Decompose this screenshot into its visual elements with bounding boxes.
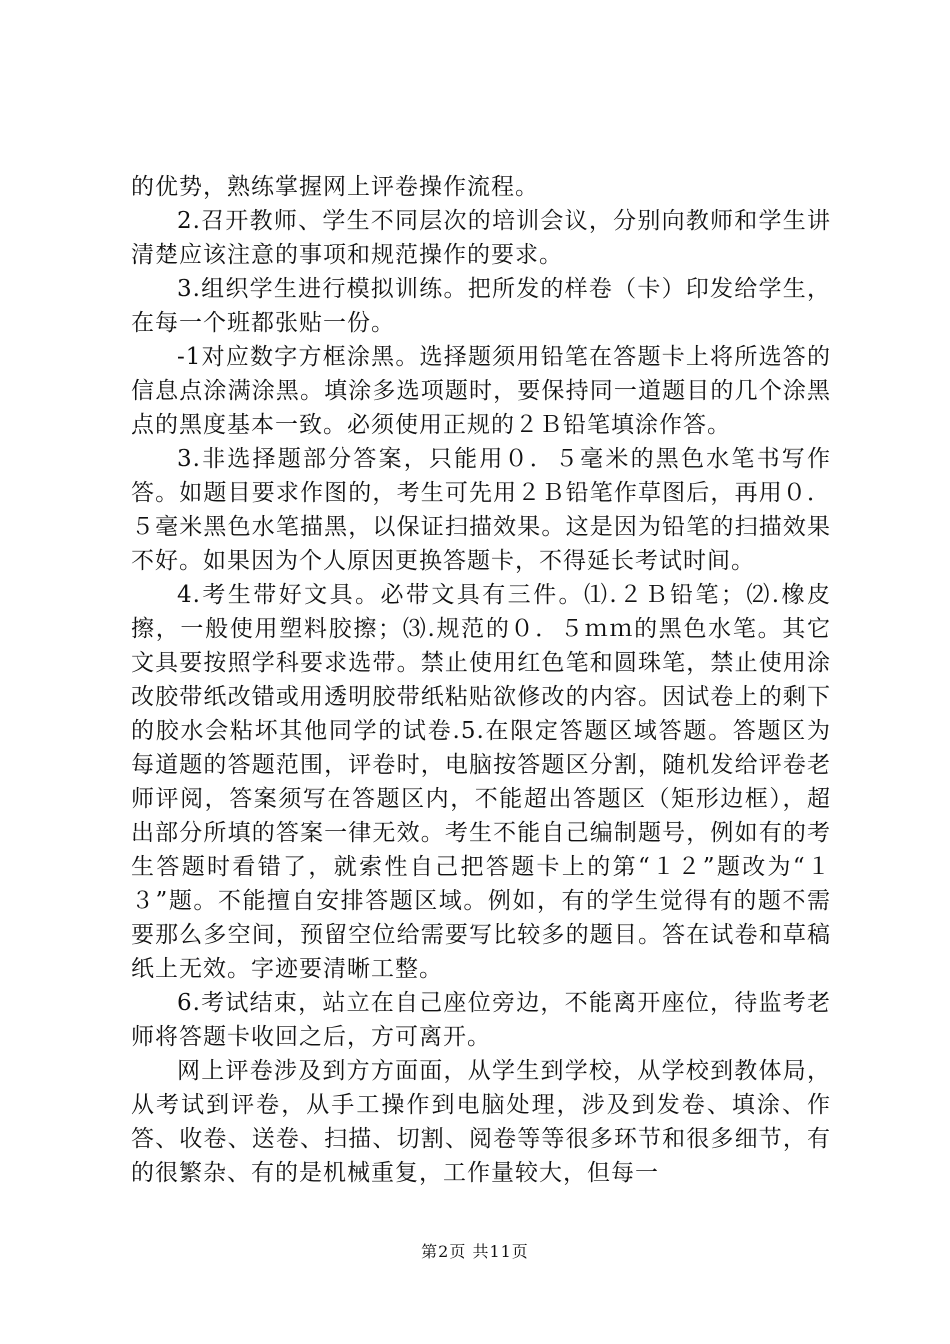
body-text bbox=[131, 170, 831, 1190]
paragraph-2: 2.召开教师、学生不同层次的培训会议，分别向教师和学生讲清楚应该注意的事项和规范操作的要求。 bbox=[131, 208, 831, 268]
paragraph-7: 6.考试结束，站立在自己座位旁边，不能离开座位，待监考老师将答题卡收回之后，方可离开。 bbox=[131, 990, 831, 1050]
paragraph-8: 网上评卷涉及到方方面面，从学生到学校，从学校到教体局，从考试到评卷，从手工操作到电脑处理，涉及到发卷、填涂、作答、收卷、送卷、扫描、切割、阅卷等等很多环节和很多细节，有的很繁杂、有的是机械重复，工作量较大，但每一 bbox=[131, 1058, 831, 1186]
paragraph-6: 4.考生带好文具。必带文具有三件。⑴.２Ｂ铅笔；⑵.橡皮擦，一般使用塑料胶擦；⑶.规范的０．５ｍｍ的黑色水笔。其它文具要按照学科要求选带。禁止使用红色笔和圆珠笔，禁止使用涂改胶带纸改错或用透明胶带纸粘贴欲修改的内容。因试卷上的剩下的胶水会粘坏其他同学的试卷.5.在限定答题区域答题。答题区为每道题的答题范围，评卷时，电脑按答题区分割，随机发给评卷老师评阅，答案须写在答题区内，不能超出答题区（矩形边框），超出部分所填的答案一律无效。考生不能自己编制题号，例如有的考生答题时看错了，就索性自己把答题卡上的第“１２”题改为“１３”题。不能擅自安排答题区域。例如，有的学生觉得有的题不需要那么多空间，预留空位给需要写比较多的题目。答在试卷和草稿纸上无效。字迹要清晰工整。 bbox=[131, 582, 831, 982]
paragraph-3: 3.组织学生进行模拟训练。把所发的样卷（卡）印发给学生，在每一个班都张贴一份。 bbox=[131, 276, 831, 336]
paragraph-1: 的优势，熟练掌握网上评卷操作流程。 bbox=[131, 174, 539, 200]
page-footer: 第2页 共11页 bbox=[421, 1242, 529, 1261]
paragraph-5: 3.非选择题部分答案，只能用０．５毫米的黑色水笔书写作答。如题目要求作图的，考生可先用２Ｂ铅笔作草图后，再用０．５毫米黑色水笔描黑，以保证扫描效果。这是因为铅笔的扫描效果不好。如果因为个人原因更换答题卡，不得延长考试时间。 bbox=[131, 446, 831, 574]
paragraph-4: -1对应数字方框涂黑。选择题须用铅笔在答题卡上将所选答的信息点涂满涂黑。填涂多选项题时，要保持同一道题目的几个涂黑点的黑度基本一致。必须使用正规的２Ｂ铅笔填涂作答。 bbox=[131, 344, 831, 438]
